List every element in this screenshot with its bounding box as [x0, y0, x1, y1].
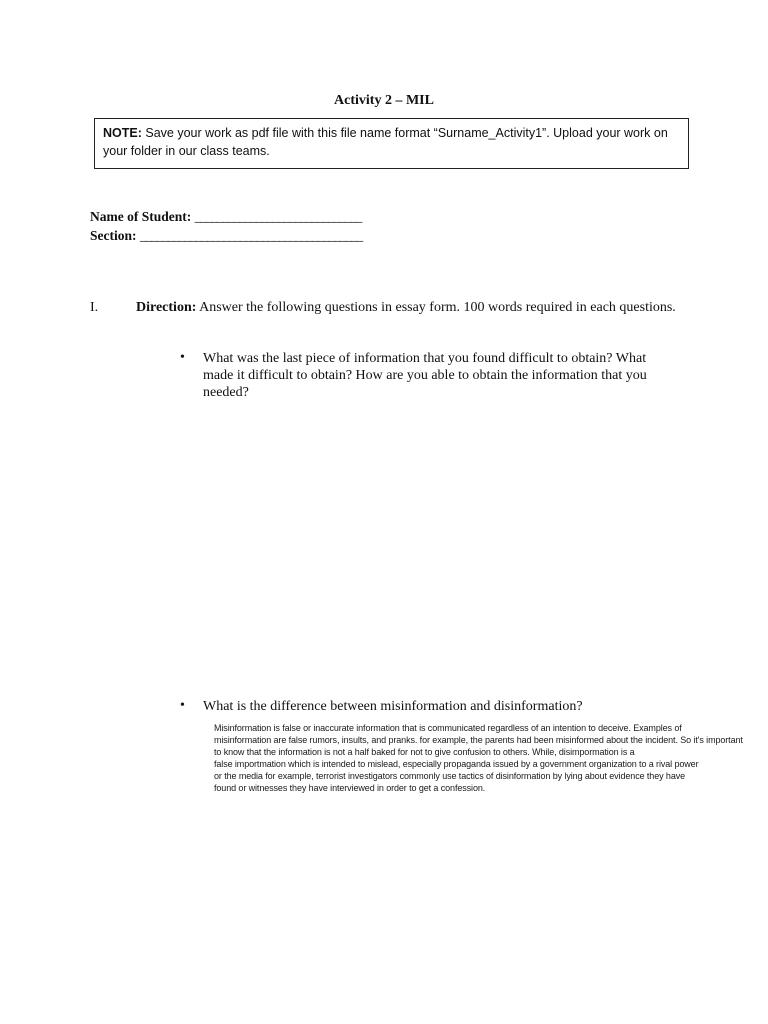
direction-text: Answer the following questions in essay form. 100 words required in each questions.	[196, 300, 676, 315]
section-blank: ________________________________________	[139, 228, 362, 243]
direction-number: I.	[90, 300, 99, 315]
note-label: NOTE:	[103, 126, 142, 140]
question-2-bullet: •	[180, 698, 185, 713]
answer-line: to know that the information is not a half baked for not to give confusion to others. While, disimpormation is a	[214, 747, 635, 757]
question-1-text: What was the last piece of information that you found difficult to obtain? What made it difficult to obtain? How are you able to obtain the information that you needed?	[203, 351, 647, 400]
student-name-field	[90, 209, 361, 225]
answer-line: found or witnesses they have interviewed in order to get a confession.	[214, 783, 486, 793]
note-box	[94, 118, 689, 169]
answer-line: or the media for example, terrorist investigators commonly use tactics of disinformation by lying about evidence they have	[214, 771, 686, 781]
answer-line: false importmation which is intended to mislead, especially propaganda issued by a government organization to a rival power	[214, 759, 699, 769]
direction-label: Direction:	[136, 300, 197, 315]
page-title: Activity 2 – MIL	[334, 93, 434, 108]
student-name-label: Name of Student:	[90, 209, 192, 224]
answer-2-text	[214, 722, 762, 794]
answer-line: misinformation are false rumors, insults, and pranks. for example, the parents had been misinformed about the incident. So it's important	[214, 735, 743, 745]
section-field	[90, 228, 362, 244]
note-text: Save your work as pdf file with this file name format “Surname_Activity1”. Upload your work on your folder in our class teams.	[103, 126, 668, 158]
student-name-blank: ______________________________	[194, 209, 362, 224]
direction-paragraph	[136, 299, 677, 316]
question-1-bullet: •	[180, 350, 185, 365]
question-2-text: What is the difference between misinformation and disinformation?	[203, 699, 583, 714]
answer-line: Misinformation is false or inaccurate information that is communicated regardless of an intention to deceive. Examples of	[214, 723, 682, 733]
section-label: Section:	[90, 228, 137, 243]
